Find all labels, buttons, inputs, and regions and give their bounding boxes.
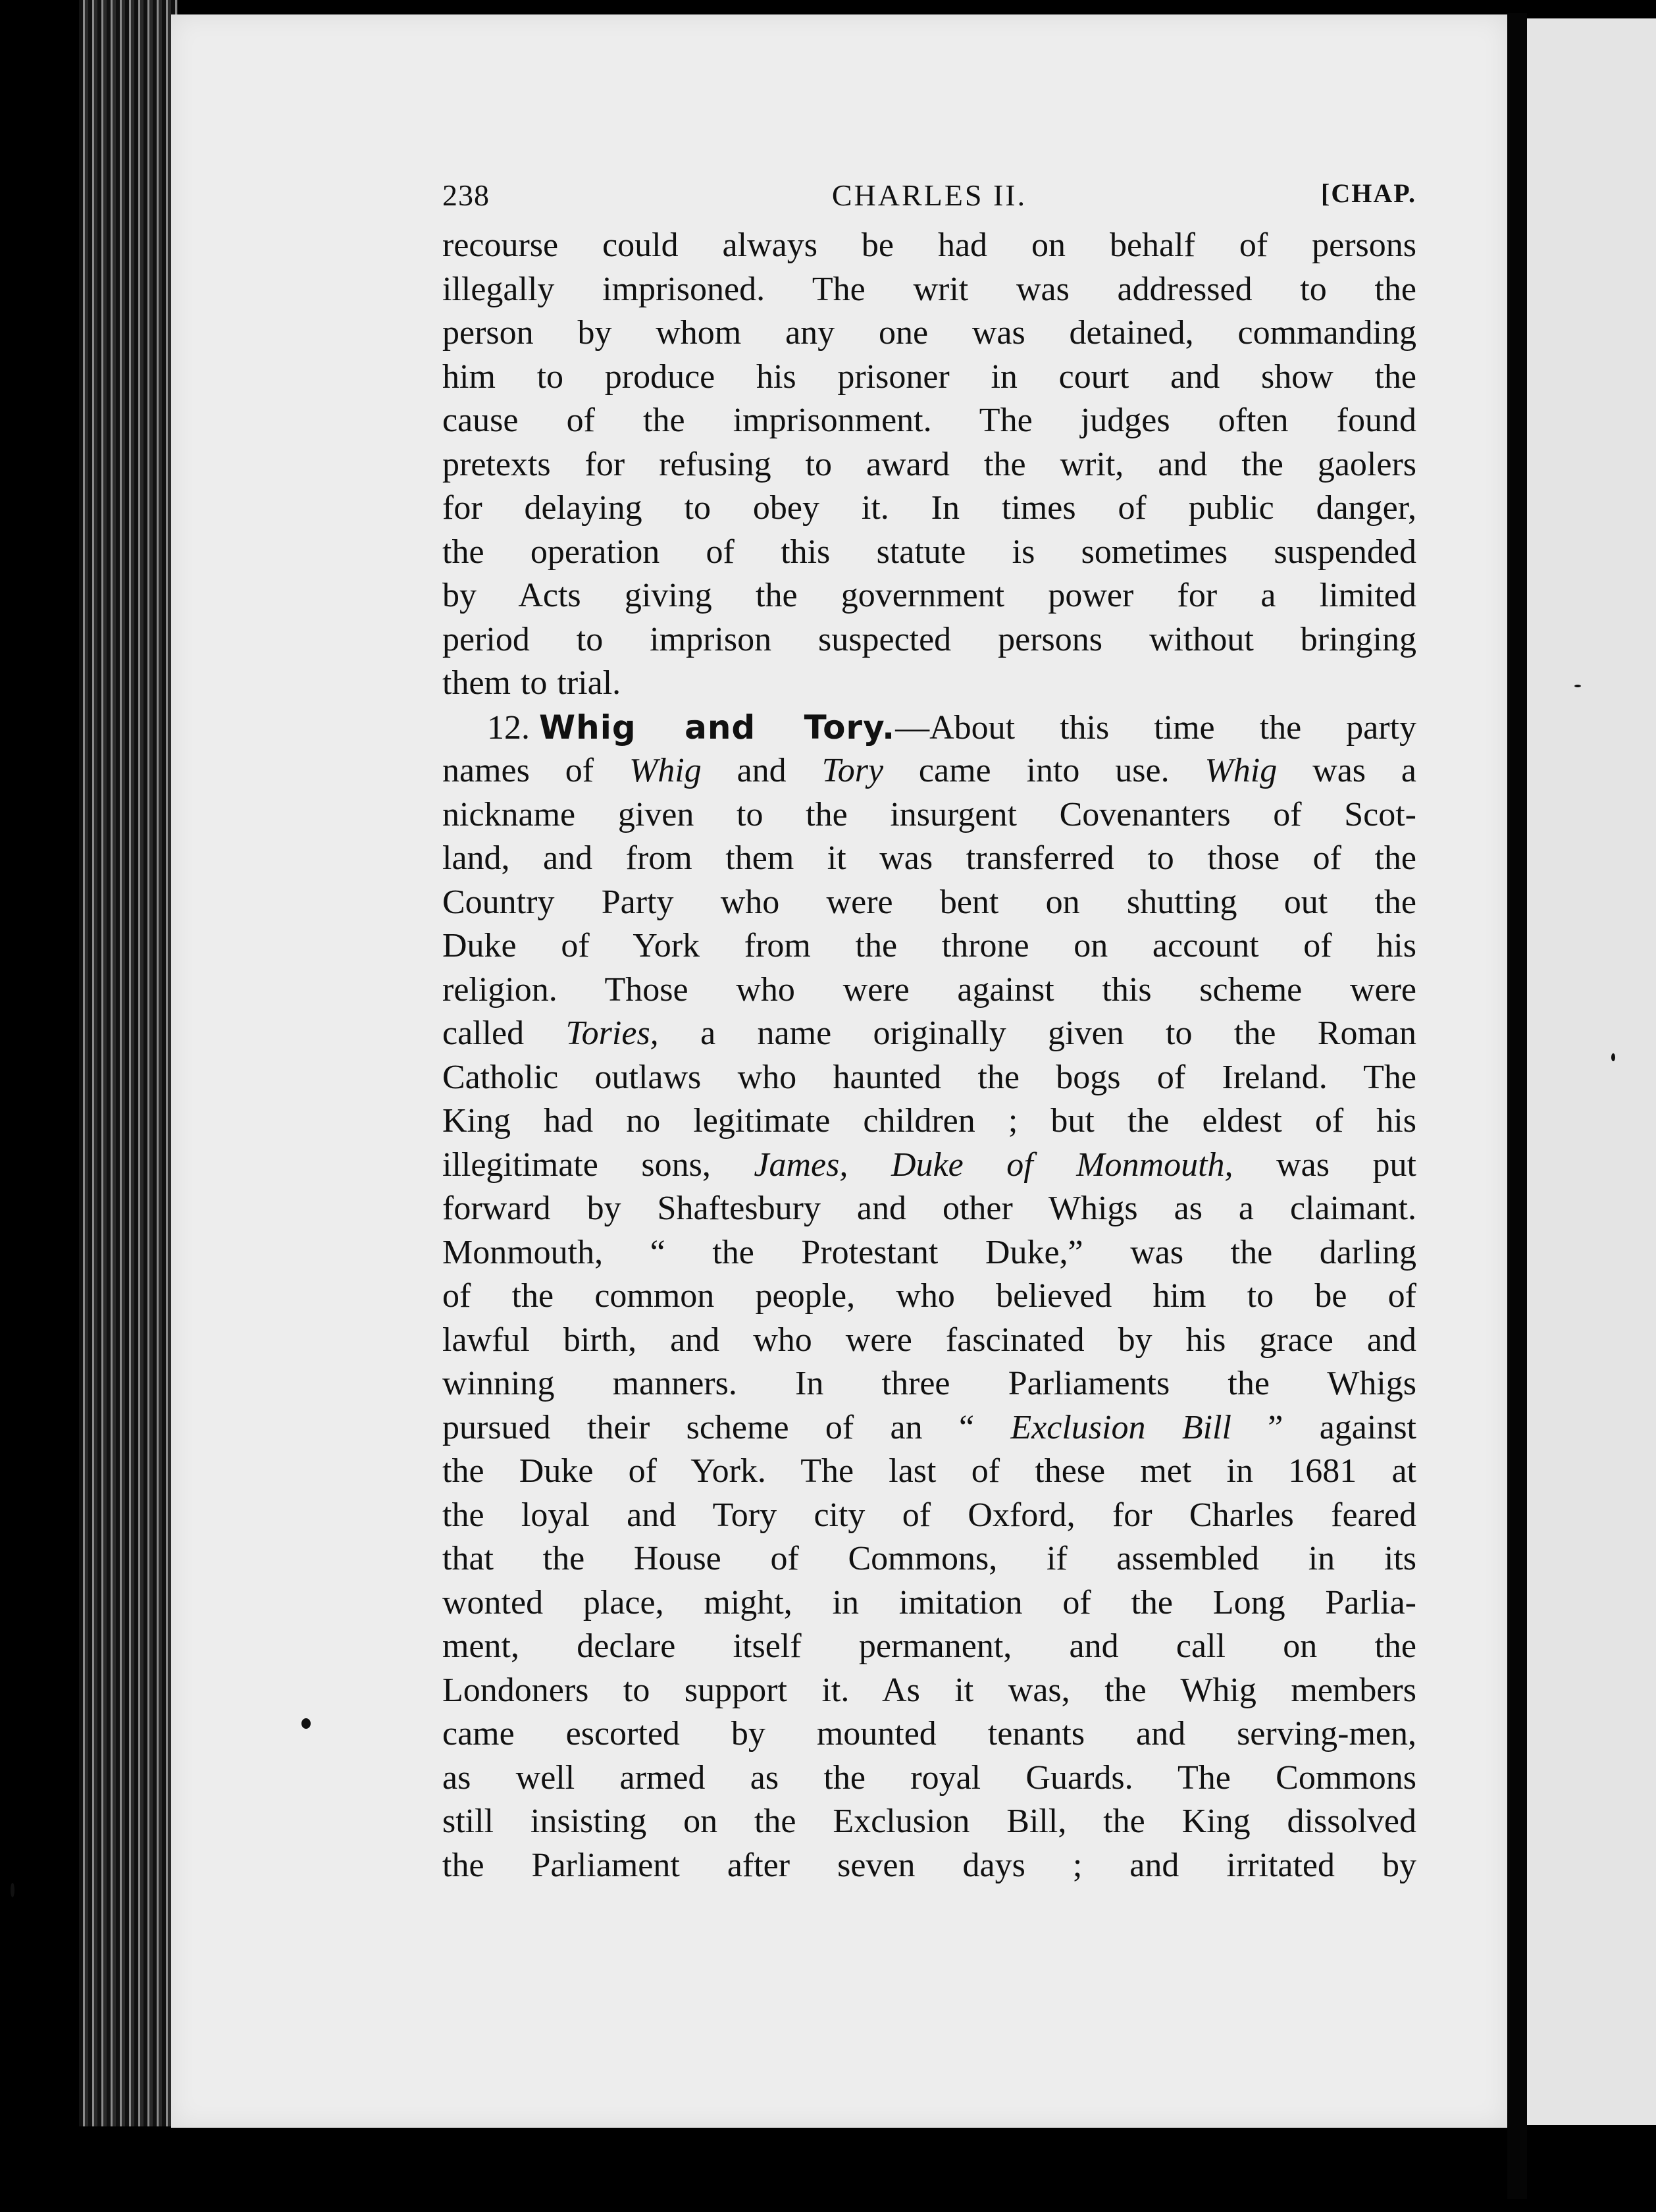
text-line: person by whom any one was detained, commanding [442,314,1416,352]
text-line: Country Party who were bent on shutting out the [442,883,1416,921]
text-line: the loyal and Tory city of Oxford, for Charles feared [442,1496,1416,1534]
text-fragment: and [701,752,822,789]
section-heading: Whig and Tory. [539,708,896,747]
text-line: period to imprison suspected persons without bringing [442,620,1416,658]
text-line: for delaying to obey it. In times of public danger, [442,489,1416,527]
text-line [442,1144,1416,1188]
text-line: illegally imprisoned. The writ was addressed to the [442,270,1416,308]
text-line: them to trial. [442,664,621,702]
text-line: came escorted by mounted tenants and serving-men, [442,1715,1416,1752]
text-line: wonted place, might, in imitation of the Long Parlia- [442,1583,1416,1621]
text-line: lawful birth, and who were fascinated by his grace and [442,1321,1416,1359]
text-line: the Parliament after seven days ; and irritated by [442,1846,1416,1884]
text-line: nickname given to the insurgent Covenanters of Scot- [442,795,1416,833]
text-line: as well armed as the royal Guards. The Commons [442,1758,1416,1797]
italic-term: Tories, [565,1014,659,1052]
facing-page [1527,18,1656,2125]
text-line: land, and from them it was transferred to those of the [442,839,1416,877]
text-line: of the common people, who believed him to be of [442,1277,1416,1315]
text-fragment: ” against [1231,1408,1417,1446]
running-title: CHARLES II. [831,178,1027,212]
text-line: winning manners. In three Parliaments the Whigs [442,1365,1416,1402]
text-line [442,1406,1416,1450]
page-edges [79,0,178,2126]
text-fragment: was a [1277,752,1416,789]
text-line: recourse could always be had on behalf of persons [442,226,1416,264]
text-line: King had no legitimate children ; but the eldest of his [442,1102,1416,1140]
text-line: Monmouth, “ the Protestant Duke,” was the darling [442,1233,1416,1271]
text-line: that the House of Commons, if assembled in its [442,1540,1416,1577]
text-line: Catholic outlaws who haunted the bogs of Ireland. The [442,1058,1416,1096]
italic-term: Duke of Monmouth, [891,1146,1233,1184]
text-fragment: called [442,1014,566,1052]
text-fragment: —About this time the party [895,708,1416,747]
text-line [442,1012,1416,1056]
text-line: him to produce his prisoner in court and show the [442,357,1416,396]
italic-term: Tory [821,752,884,789]
page-text [442,178,1416,1887]
text-fragment: came into use. [883,752,1205,789]
text-fragment: names of [442,752,629,789]
italic-term: Whig [1204,752,1278,789]
body-text [442,224,1416,1887]
text-line: religion. Those who were against this scheme were [442,970,1416,1009]
text-fragment: illegitimate sons, [442,1146,754,1184]
book-gutter [1507,13,1527,2199]
text-fragment: a name originally given to the Roman [658,1014,1416,1052]
section-heading-line [442,706,1416,750]
page-number: 238 [442,178,490,212]
text-fragment: pursued their scheme of an “ [442,1408,1011,1446]
italic-term: James, [754,1146,848,1184]
text-fragment: was put [1233,1146,1416,1184]
text-line: pretexts for refusing to award the writ, and the gaolers [442,445,1416,483]
text-fragment [848,1146,891,1184]
text-line: still insisting on the Exclusion Bill, the King dissolved [442,1803,1416,1840]
text-line: by Acts giving the government power for a limited [442,577,1416,614]
text-line: the Duke of York. The last of these met in 1681 at [442,1452,1416,1490]
text-line [442,749,1416,793]
italic-term: Whig [629,752,702,789]
italic-term: Exclusion Bill [1010,1408,1231,1446]
text-line: ment, declare itself permanent, and call on the [442,1627,1416,1665]
chapter-marker: [CHAP. [1321,178,1416,208]
text-line: cause of the imprisonment. The judges often found [442,402,1416,439]
section-number: 12. [487,708,530,747]
text-line: Londoners to support it. As it was, the Whig members [442,1671,1416,1709]
running-head [442,178,1416,224]
text-line: the operation of this statute is sometimes suspended [442,533,1416,571]
text-line: forward by Shaftesbury and other Whigs as a claimant. [442,1190,1416,1227]
text-line: Duke of York from the throne on account of his [442,927,1416,964]
